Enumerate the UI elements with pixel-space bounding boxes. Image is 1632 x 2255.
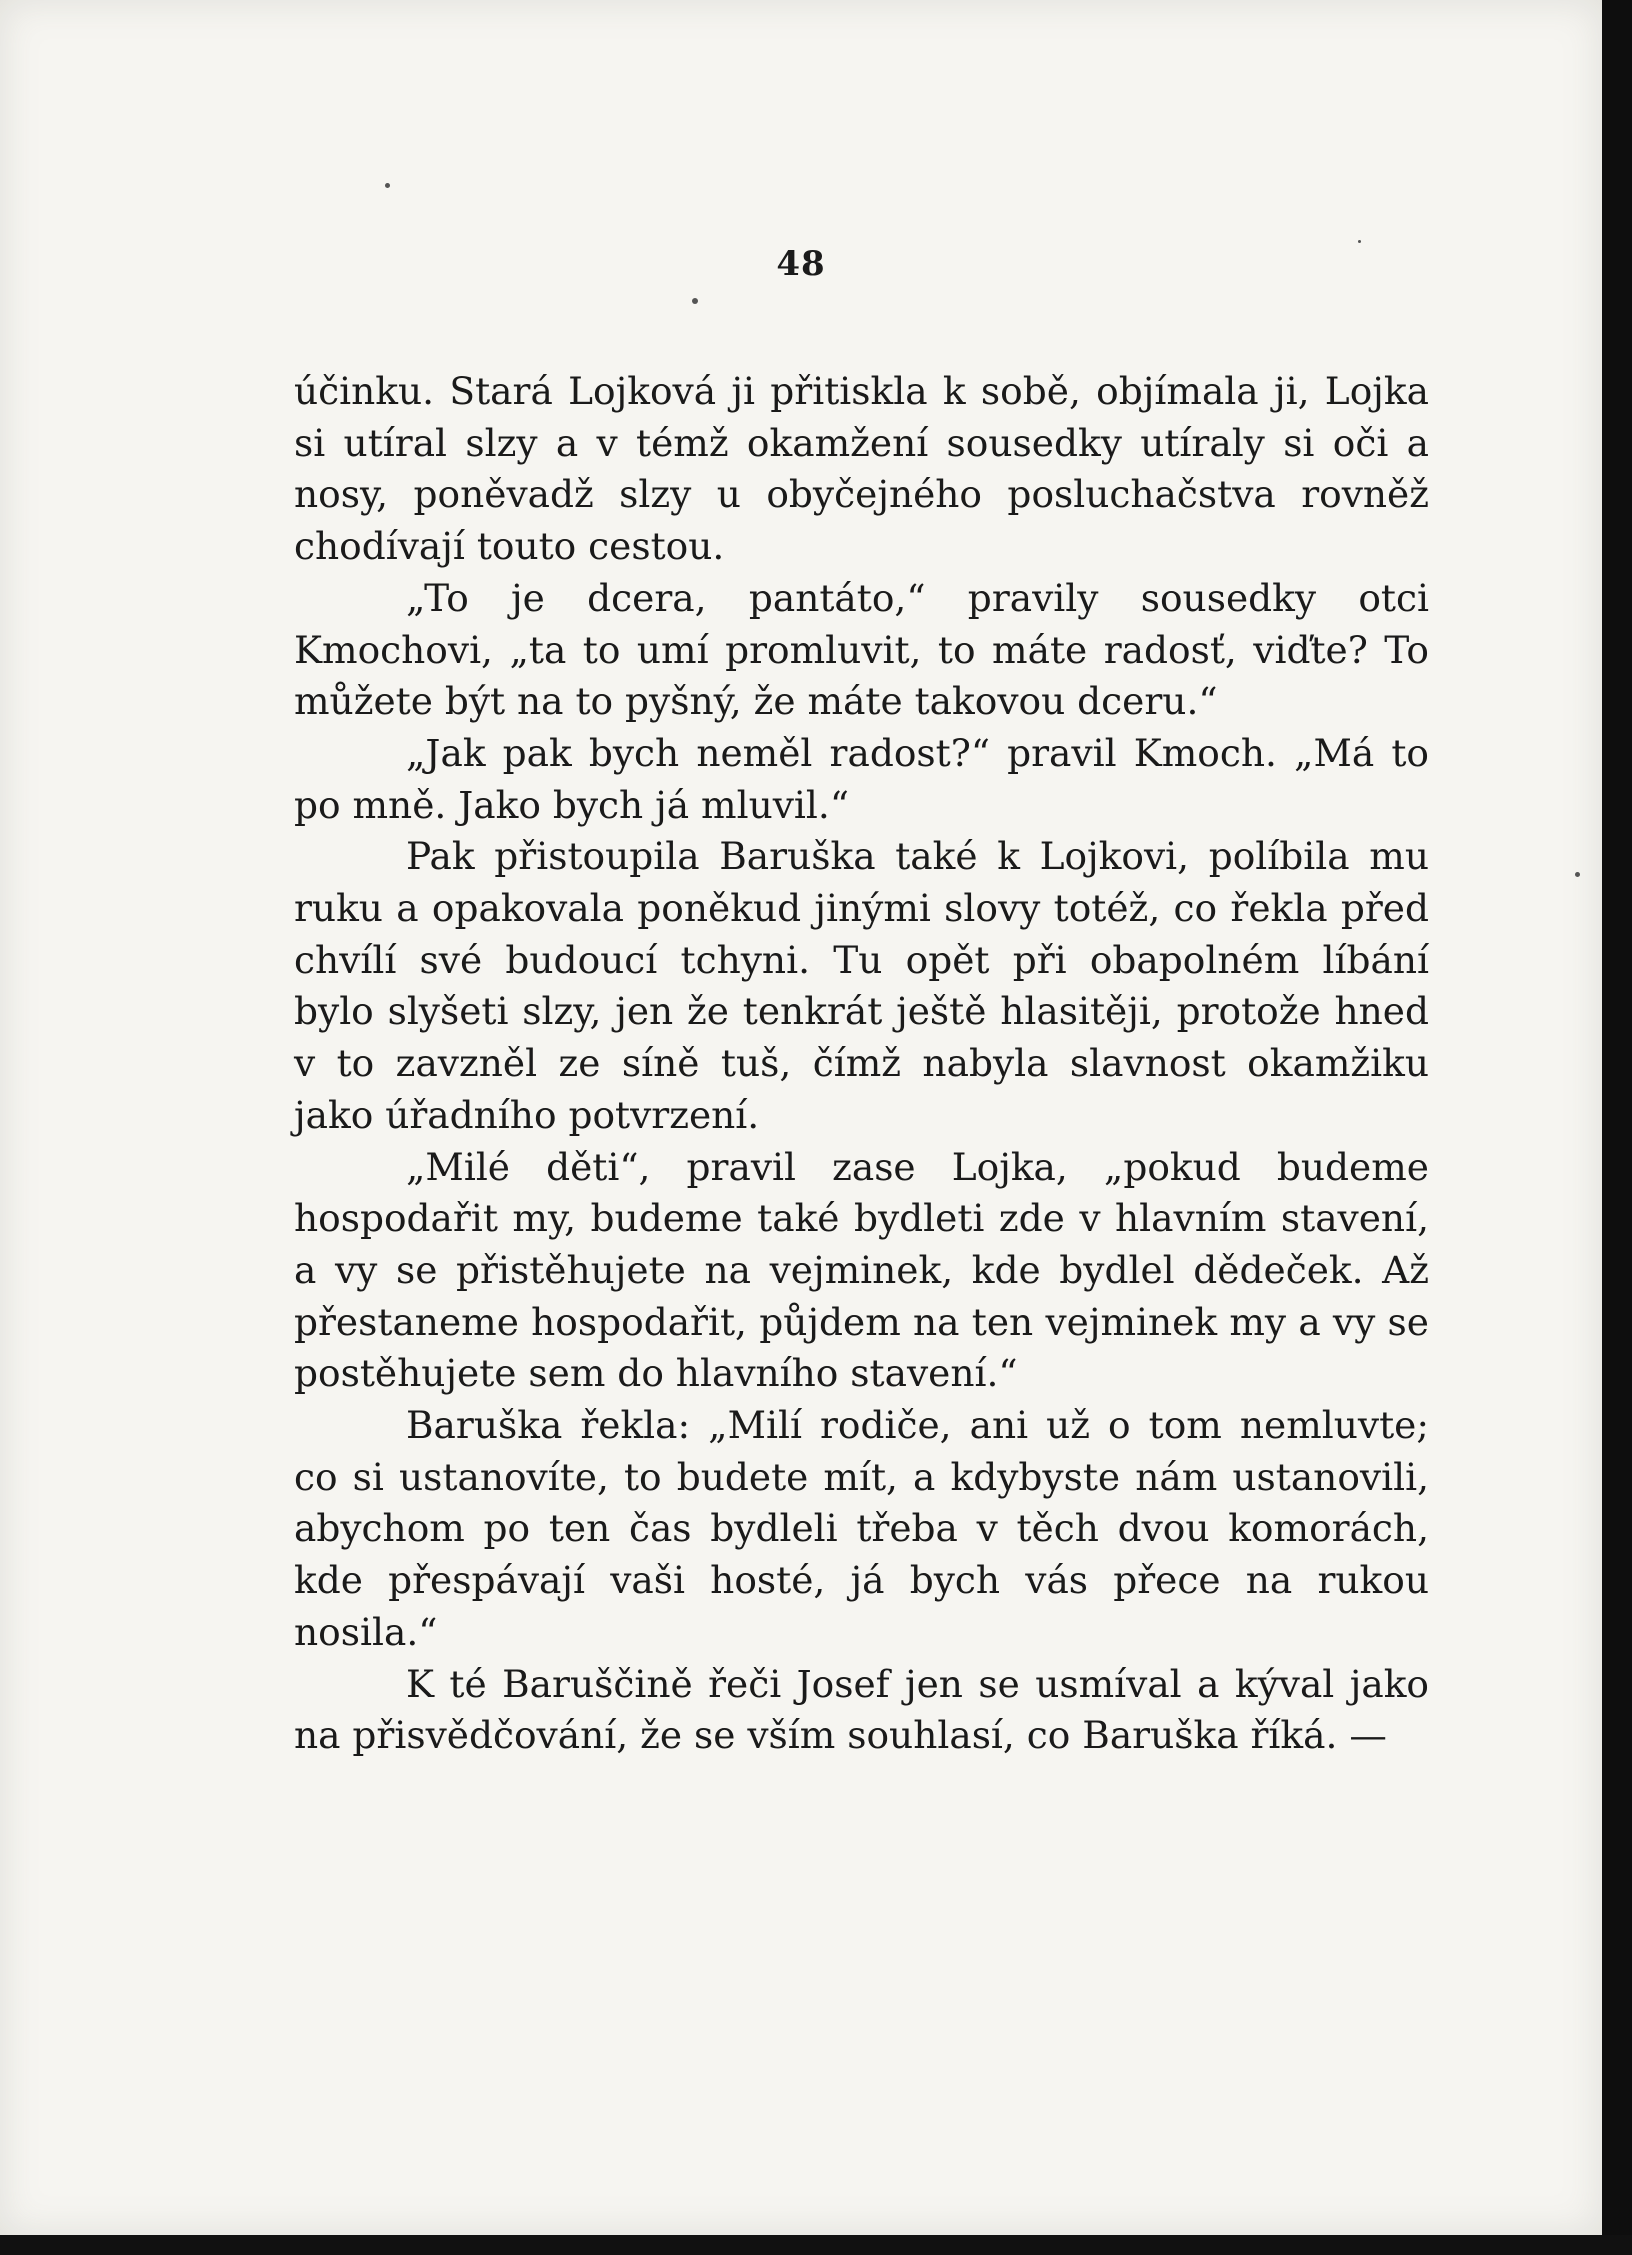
paragraph-1: účinku. Stará Lojková ji přitiskla k sobě, objímala ji, Lojka si utíral slzy a v témž okamžení sousedky utíraly si oči a nosy, poněvadž slzy u obyčejného posluchačstva rovněž chodívají touto cestou. — [294, 369, 1429, 569]
print-speck — [385, 183, 390, 188]
paragraph-3: „Jak pak bych neměl radost?“ pravil Kmoch. „Má to po mně. Jako bych já mluvil.“ — [294, 730, 1429, 827]
print-speck — [1575, 872, 1580, 877]
paragraph-6: Baruška řekla: „Milí rodiče, ani už o tom nemluvte; co si ustanovíte, to budete mít, a kdybyste nám ustanovili, abychom po ten čas bydleli třeba v těch dvou komorách, kde přespávají vaši hosté, já bych vás přece na rukou nosila.“ — [294, 1403, 1429, 1654]
print-speck — [1358, 240, 1361, 243]
paragraph-5: „Milé děti“, pravil zase Lojka, „pokud budeme hospodařit my, budeme také bydleti zde v hlavním stavení, a vy se přistěhujete na vejminek, kde bydlel dědeček. Až přestaneme hospodařit, půjdem na ten vejminek my a vy se postěhujete sem do hlavního stavení.“ — [294, 1144, 1429, 1396]
page-number: 48 — [776, 244, 826, 284]
paragraph-7: K té Baruščině řeči Josef jen se usmíval a kýval jako na přisvědčování, že se vším souhlasí, co Baruška říká. — — [294, 1661, 1429, 1758]
scan-edge-bottom — [0, 2235, 1632, 2255]
scan-edge-right — [1602, 0, 1632, 2255]
paragraph-4: Pak přistoupila Baruška také k Lojkovi, políbila mu ruku a opakovala poněkud jinými slovy totéž, co řekla před chvílí své budoucí tchyni. Tu opět při obapolném líbání bylo slyšeti slzy, jen že tenkrát ještě hlasitěji, protože hned v to zavzněl ze síně tuš, čímž nabyla slavnost okamžiku jako úřadního potvrzení. — [294, 834, 1429, 1137]
print-speck — [692, 298, 698, 304]
body-text — [294, 366, 1429, 1762]
paragraph-2: „To je dcera, pantáto,“ pravily sousedky otci Kmochovi, „ta to umí promluvit, to máte radosť, viďte? To můžete být na to pyšný, že máte takovou dceru.“ — [294, 575, 1429, 724]
